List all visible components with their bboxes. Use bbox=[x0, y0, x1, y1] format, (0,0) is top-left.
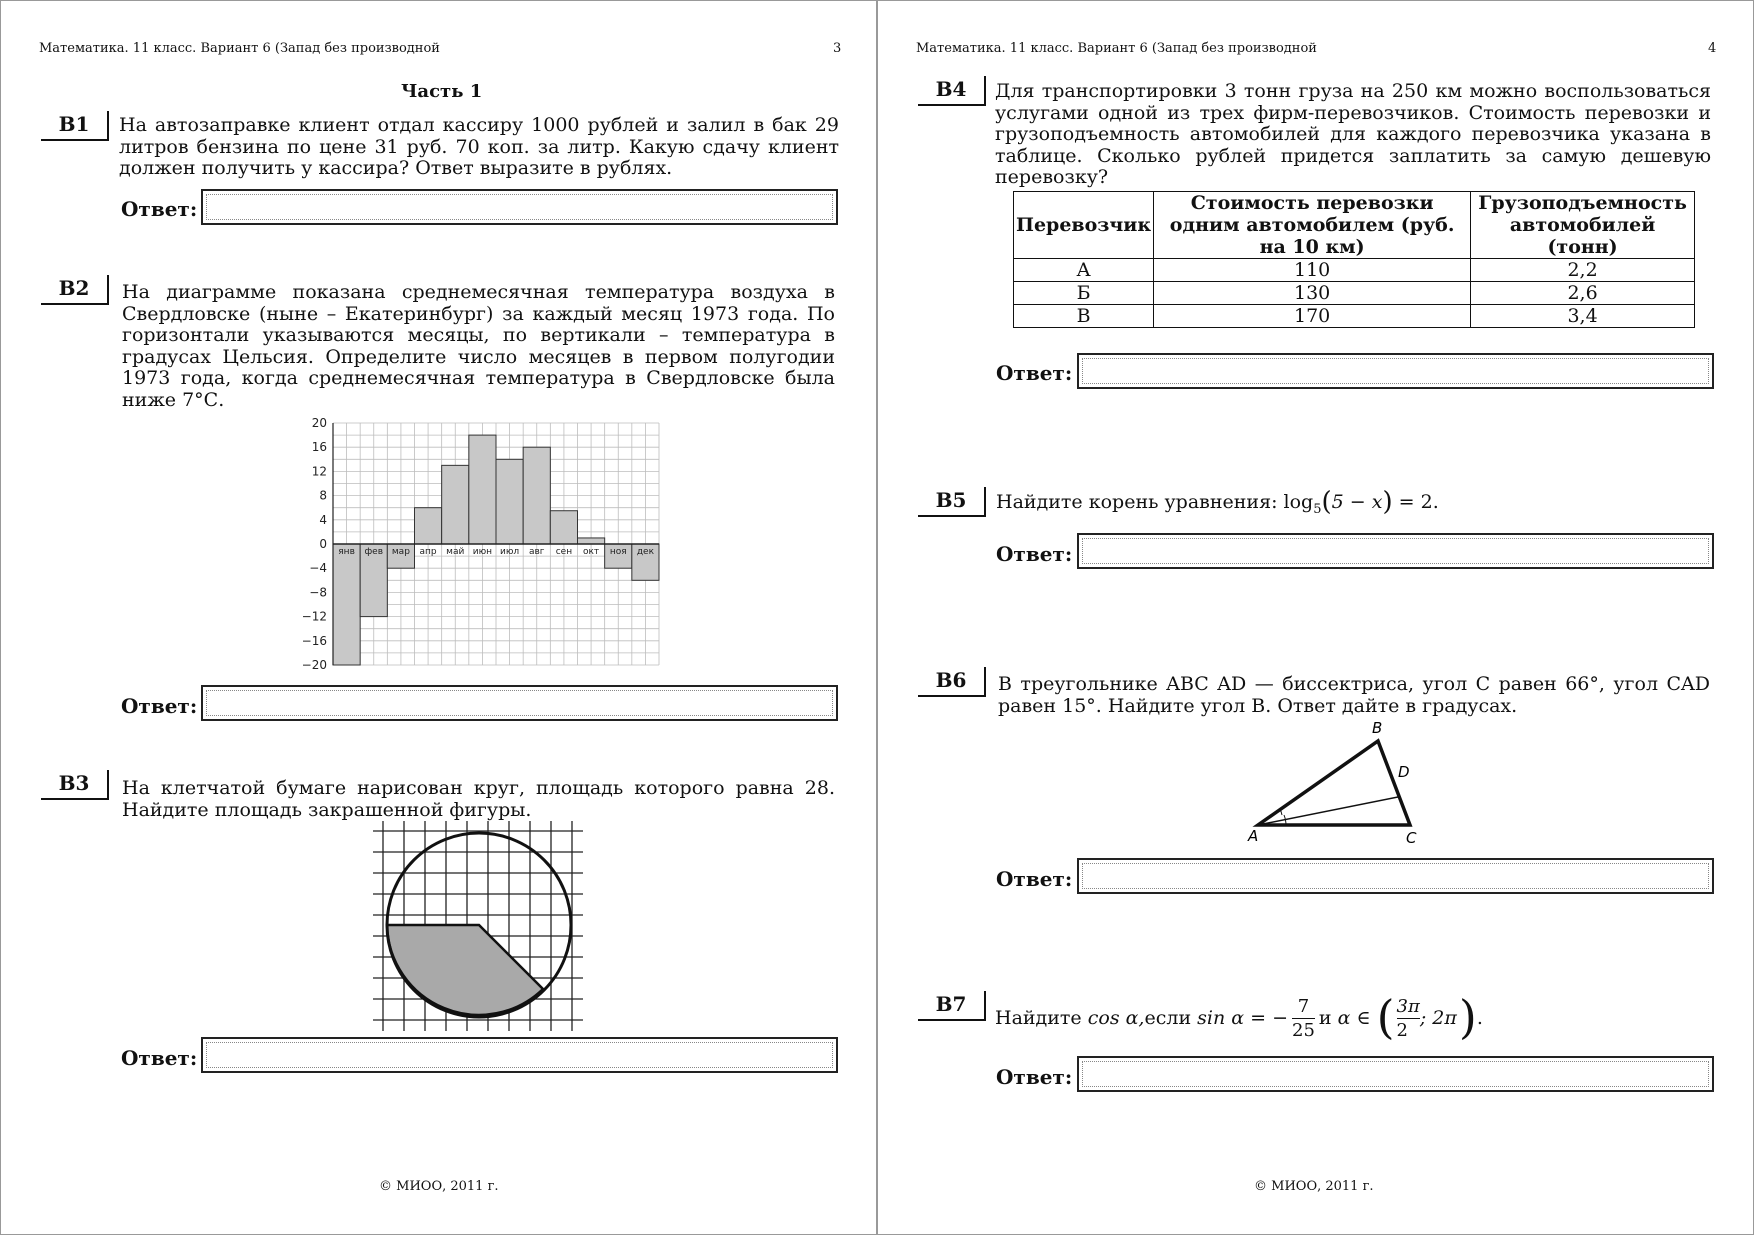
x-tick-label: июл bbox=[499, 547, 520, 557]
x-tick-label: май bbox=[446, 547, 465, 557]
b5-prefix: Найдите корень уравнения: bbox=[996, 491, 1284, 513]
y-tick-label: 4 bbox=[319, 512, 327, 527]
shaded-region bbox=[387, 925, 543, 1015]
answer-field-b5[interactable] bbox=[1077, 533, 1714, 569]
table-header-cell: Перевозчик bbox=[1014, 192, 1154, 259]
bar-июн bbox=[469, 435, 496, 544]
table-cell: 3,4 bbox=[1471, 305, 1695, 328]
answer-field-b6[interactable] bbox=[1077, 858, 1714, 894]
bar-янв bbox=[333, 544, 360, 665]
y-tick-label: 8 bbox=[319, 488, 327, 503]
answer-label-b1: Ответ: bbox=[121, 197, 198, 221]
question-label-b1: B1 bbox=[41, 111, 109, 141]
temperature-chart bbox=[291, 413, 671, 673]
table-cell: 130 bbox=[1154, 282, 1471, 305]
x-tick-label: дек bbox=[636, 547, 655, 557]
b7-end: . bbox=[1476, 1007, 1483, 1030]
x-tick-label: авг bbox=[528, 547, 545, 557]
interval-numerator: 3π bbox=[1396, 996, 1420, 1017]
question-text-b5: Найдите корень уравнения: $\log_5(5 - x) = 2$. bbox=[996, 487, 1439, 517]
vertex-label-b: B bbox=[1372, 719, 1383, 737]
x-tick-label: янв bbox=[338, 547, 355, 557]
header-title: Математика. 11 класс. Вариант 6 (Запад без производной bbox=[916, 41, 1317, 56]
footer: © МИОО, 2011 г. bbox=[379, 1179, 499, 1194]
circle-figure bbox=[373, 821, 583, 1031]
bar-май bbox=[442, 465, 469, 544]
part-title: Часть 1 bbox=[401, 81, 483, 102]
question-text-b4: Для транспортировки 3 тонн груза на 250 км можно воспользоваться услугами одной из трех фирм-перевозчиков. Стоимость перевозки и грузоподъемность автомобилей для каждого перевозчика указана в таблице. Сколько рублей придется заплатить за самую дешевую перевозку? bbox=[995, 80, 1711, 188]
answer-label-b3: Ответ: bbox=[121, 1046, 198, 1070]
y-tick-label: 20 bbox=[311, 416, 327, 430]
answer-label-b4: Ответ: bbox=[996, 361, 1073, 385]
table-cell: Б bbox=[1014, 282, 1154, 305]
x-tick-label: ноя bbox=[609, 547, 627, 557]
y-tick-label: −8 bbox=[309, 585, 327, 600]
b7-text: Найдите bbox=[995, 1007, 1082, 1030]
b7-text: и bbox=[1318, 1007, 1332, 1030]
bar-окт bbox=[578, 538, 605, 544]
question-label-b4: B4 bbox=[918, 76, 986, 106]
log-argument: 5 − x bbox=[1331, 491, 1383, 513]
table-row bbox=[1014, 282, 1695, 305]
triangle-abc bbox=[1258, 741, 1410, 825]
vertex-label-a: A bbox=[1248, 827, 1259, 845]
question-label-b6: B6 bbox=[918, 667, 986, 697]
question-text-b6: В треугольнике ABC AD — биссектриса, угол C равен 66°, угол CAD равен 15°. Найдите угол B. Ответ дайте в градусах. bbox=[998, 673, 1710, 717]
table-header-row bbox=[1014, 192, 1695, 259]
bar-сен bbox=[550, 511, 577, 544]
table-header-cell: Грузоподъемность автомобилей (тонн) bbox=[1471, 192, 1695, 259]
question-label-b5: B5 bbox=[918, 487, 986, 517]
x-tick-label: фев bbox=[364, 547, 384, 557]
b7-text: если bbox=[1144, 1007, 1192, 1030]
y-tick-label: 16 bbox=[311, 440, 327, 455]
y-tick-label: 0 bbox=[319, 537, 327, 551]
bar-апр bbox=[415, 508, 442, 544]
question-text-b7: Найдите cos α, если sin α = − $\frac{7}{25}$ и α ∈ ( $\frac{3\pi}{2}$ ; 2π ) . bbox=[995, 990, 1483, 1044]
header-title: Математика. 11 класс. Вариант 6 (Запад без производной bbox=[39, 41, 440, 56]
answer-field-b7[interactable] bbox=[1077, 1056, 1714, 1092]
page-left bbox=[0, 0, 877, 1235]
carriers-table bbox=[1013, 191, 1695, 328]
answer-label-b2: Ответ: bbox=[121, 694, 198, 718]
table-cell: 2,2 bbox=[1471, 259, 1695, 282]
x-tick-label: июн bbox=[472, 547, 493, 557]
page-right bbox=[877, 0, 1754, 1235]
x-tick-label: окт bbox=[582, 547, 600, 557]
question-text-b3: На клетчатой бумаге нарисован круг, площадь которого равна 28. Найдите площадь закрашенной фигуры. bbox=[122, 777, 835, 821]
question-label-b3: B3 bbox=[41, 770, 109, 800]
y-tick-label: −20 bbox=[301, 658, 327, 672]
b5-rhs: = 2. bbox=[1392, 491, 1439, 513]
vertex-label-c: C bbox=[1406, 829, 1417, 847]
vertex-label-d: D bbox=[1398, 763, 1410, 781]
y-tick-label: −4 bbox=[309, 561, 327, 576]
table-header-cell: Стоимость перевозки одним автомобилем (руб. на 10 км) bbox=[1154, 192, 1471, 259]
table-row bbox=[1014, 259, 1695, 282]
footer: © МИОО, 2011 г. bbox=[1254, 1179, 1374, 1194]
answer-label-b7: Ответ: bbox=[996, 1065, 1073, 1089]
bar-авг bbox=[523, 447, 550, 544]
cos-alpha: cos α, bbox=[1087, 1007, 1145, 1030]
page-number: 3 bbox=[833, 41, 842, 56]
bar-июл bbox=[496, 459, 523, 544]
question-text-b2: На диаграмме показана среднемесячная температура воздуха в Свердловске (ныне – Екатеринбург) за каждый месяц 1973 года. По горизонтали указываются месяцы, по вертикали – температура в градусах Цельсия. Определите число месяцев в первом полугодии 1973 года, когда среднемесячная температура в Свердловске была ниже 7°С. bbox=[122, 281, 835, 411]
answer-field-b3[interactable] bbox=[201, 1037, 838, 1073]
y-tick-label: −16 bbox=[301, 633, 327, 648]
question-text-b1: На автозаправке клиент отдал кассиру 1000 рублей и залил в бак 29 литров бензина по цене 31 руб. 70 коп. за литр. Какую сдачу клиент должен получить у кассира? Ответ выразите в рублях. bbox=[119, 114, 839, 179]
triangle-figure bbox=[1208, 719, 1438, 849]
answer-field-b2[interactable] bbox=[201, 685, 838, 721]
log-base: 5 bbox=[1313, 501, 1322, 517]
table-cell: 170 bbox=[1154, 305, 1471, 328]
y-tick-label: −12 bbox=[301, 609, 327, 624]
table-cell: 2,6 bbox=[1471, 282, 1695, 305]
sin-expression: sin α = − bbox=[1197, 1007, 1289, 1030]
page-number: 4 bbox=[1708, 41, 1717, 56]
table-cell: В bbox=[1014, 305, 1154, 328]
answer-field-b1[interactable] bbox=[201, 189, 838, 225]
answer-label-b5: Ответ: bbox=[996, 542, 1073, 566]
answer-field-b4[interactable] bbox=[1077, 353, 1714, 389]
y-tick-label: 12 bbox=[311, 464, 327, 479]
interval-tail: ; 2π bbox=[1419, 1007, 1457, 1030]
question-label-b7: B7 bbox=[918, 991, 986, 1021]
table-row bbox=[1014, 305, 1695, 328]
x-tick-label: апр bbox=[419, 547, 437, 557]
x-tick-label: сен bbox=[555, 547, 573, 557]
log-function: log bbox=[1283, 491, 1314, 513]
table-cell: 110 bbox=[1154, 259, 1471, 282]
answer-label-b6: Ответ: bbox=[996, 867, 1073, 891]
x-tick-label: мар bbox=[391, 547, 410, 557]
table-cell: А bbox=[1014, 259, 1154, 282]
alpha-in: α ∈ bbox=[1337, 1007, 1371, 1030]
question-label-b2: B2 bbox=[41, 275, 109, 305]
interval-denominator: 2 bbox=[1397, 1018, 1420, 1042]
fraction-denominator: 25 bbox=[1292, 1020, 1315, 1041]
fraction-numerator: 7 bbox=[1297, 996, 1310, 1017]
